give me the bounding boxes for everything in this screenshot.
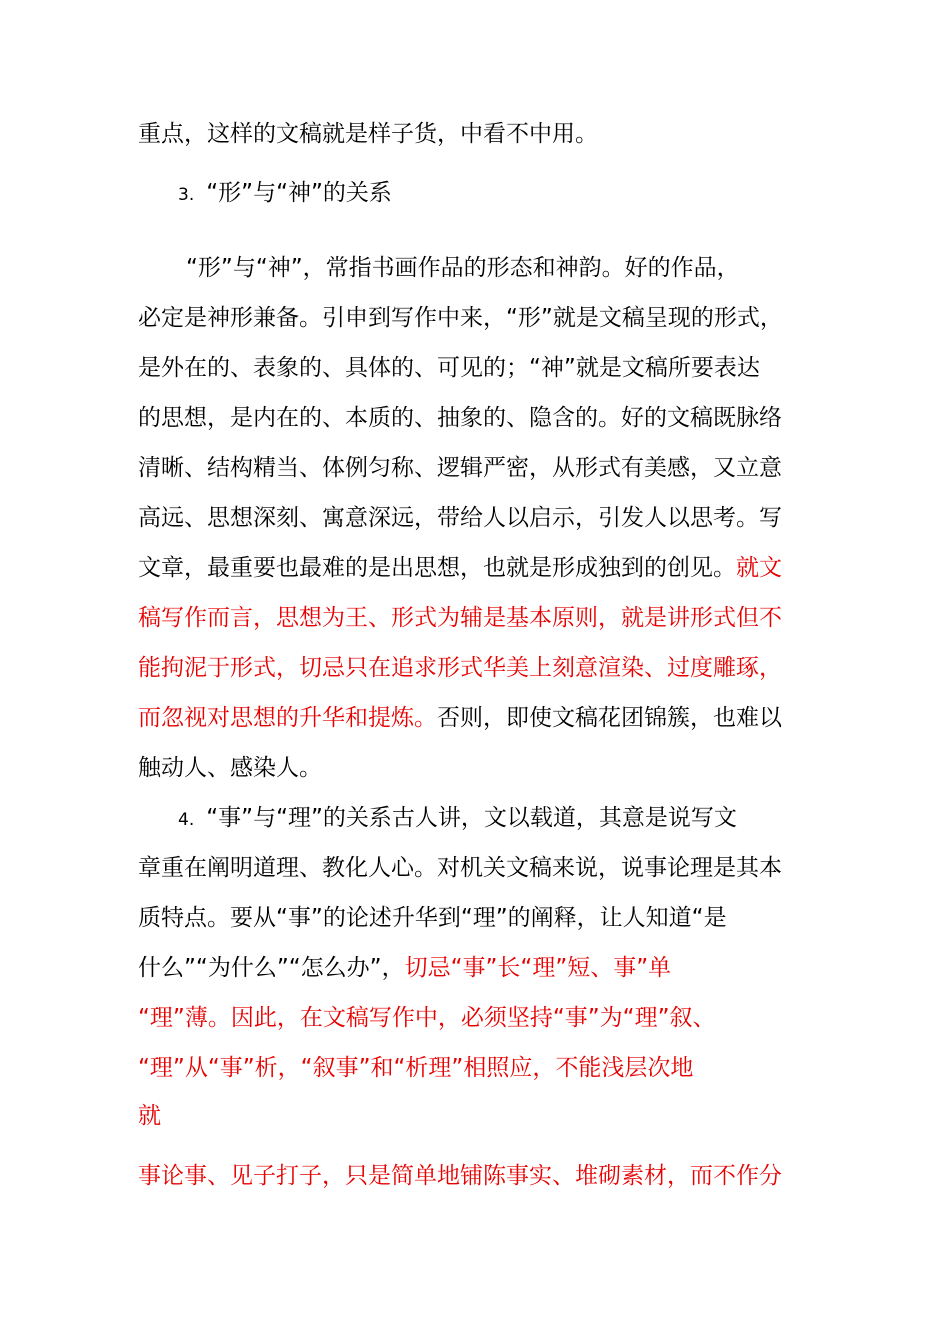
highlighted-text-line: 稿写作而言，思想为王、形式为辅是基本原则，就是讲形式但不 xyxy=(138,605,782,631)
section-heading-3 xyxy=(178,177,392,211)
highlighted-text: 切忌“事”长“理”短、事”单 xyxy=(404,955,672,981)
text-line: 的思想，是内在的、本质的、抽象的、隐含的。好的文稿既脉络 xyxy=(138,405,782,431)
text-line: 高远、思想深刻、寓意深远，带给人以启示，引发人以思考。写 xyxy=(138,505,782,531)
highlighted-text: 而忽视对思想的升华和提炼。 xyxy=(138,705,437,731)
highlighted-text: 就文 xyxy=(736,555,782,581)
text-segment: 文章，最重要也最难的是出思想，也就是形成独到的创见。 xyxy=(138,555,736,581)
text-segment: 什么”“为什么”“怎么办”， xyxy=(138,955,405,981)
highlighted-text-line: “理”薄。因此，在文稿写作中，必须坚持“事”为“理”叙、 xyxy=(138,1005,716,1031)
text-line: 必定是神形兼备。引申到写作中来，“形”就是文稿呈现的形式， xyxy=(138,305,783,331)
text-line: 章重在阐明道理、教化人心。对机关文稿来说，说事论理是其本 xyxy=(138,855,782,881)
highlighted-text-line: 事论事、见子打子，只是简单地铺陈事实、堆砌素材，而不作分 xyxy=(138,1163,782,1189)
highlighted-text-line: 就 xyxy=(138,1103,161,1129)
text-line: 质特点。要从“事”的论述升华到“理”的阐释，让人知道“是 xyxy=(138,905,727,931)
text-line: 是外在的、表象的、具体的、可见的；“神”就是文稿所要表达 xyxy=(138,355,760,381)
text-line: 重点，这样的文稿就是样子货，中看不中用。 xyxy=(138,121,598,147)
section-title: “事”与“理”的关系古人讲，文以载道，其意是说写文 xyxy=(206,805,737,831)
paragraph-first-line: “形”与“神”，常指书画作品的形态和神韵。好的作品， xyxy=(186,255,740,281)
highlighted-text-line: 能拘泥于形式，切忌只在追求形式华美上刻意渲染、过度雕琢， xyxy=(138,655,782,681)
highlighted-text-line: “理”从“事”析，“叙事”和“析理”相照应，不能浅层次地 xyxy=(138,1055,694,1081)
text-line: 清晰、结构精当、体例匀称、逻辑严密，从形式有美感，又立意 xyxy=(138,455,782,481)
text-line-mixed xyxy=(138,552,782,584)
section-number: 3. xyxy=(178,185,195,205)
section-title: “形”与“神”的关系 xyxy=(206,180,392,206)
text-line-mixed xyxy=(138,952,671,984)
section-number: 4. xyxy=(178,810,195,830)
text-segment: 否则，即使文稿花团锦簇，也难以 xyxy=(437,705,782,731)
section-heading-4 xyxy=(178,802,737,836)
text-line: 触动人、感染人。 xyxy=(138,755,322,781)
text-line-mixed xyxy=(138,702,782,734)
